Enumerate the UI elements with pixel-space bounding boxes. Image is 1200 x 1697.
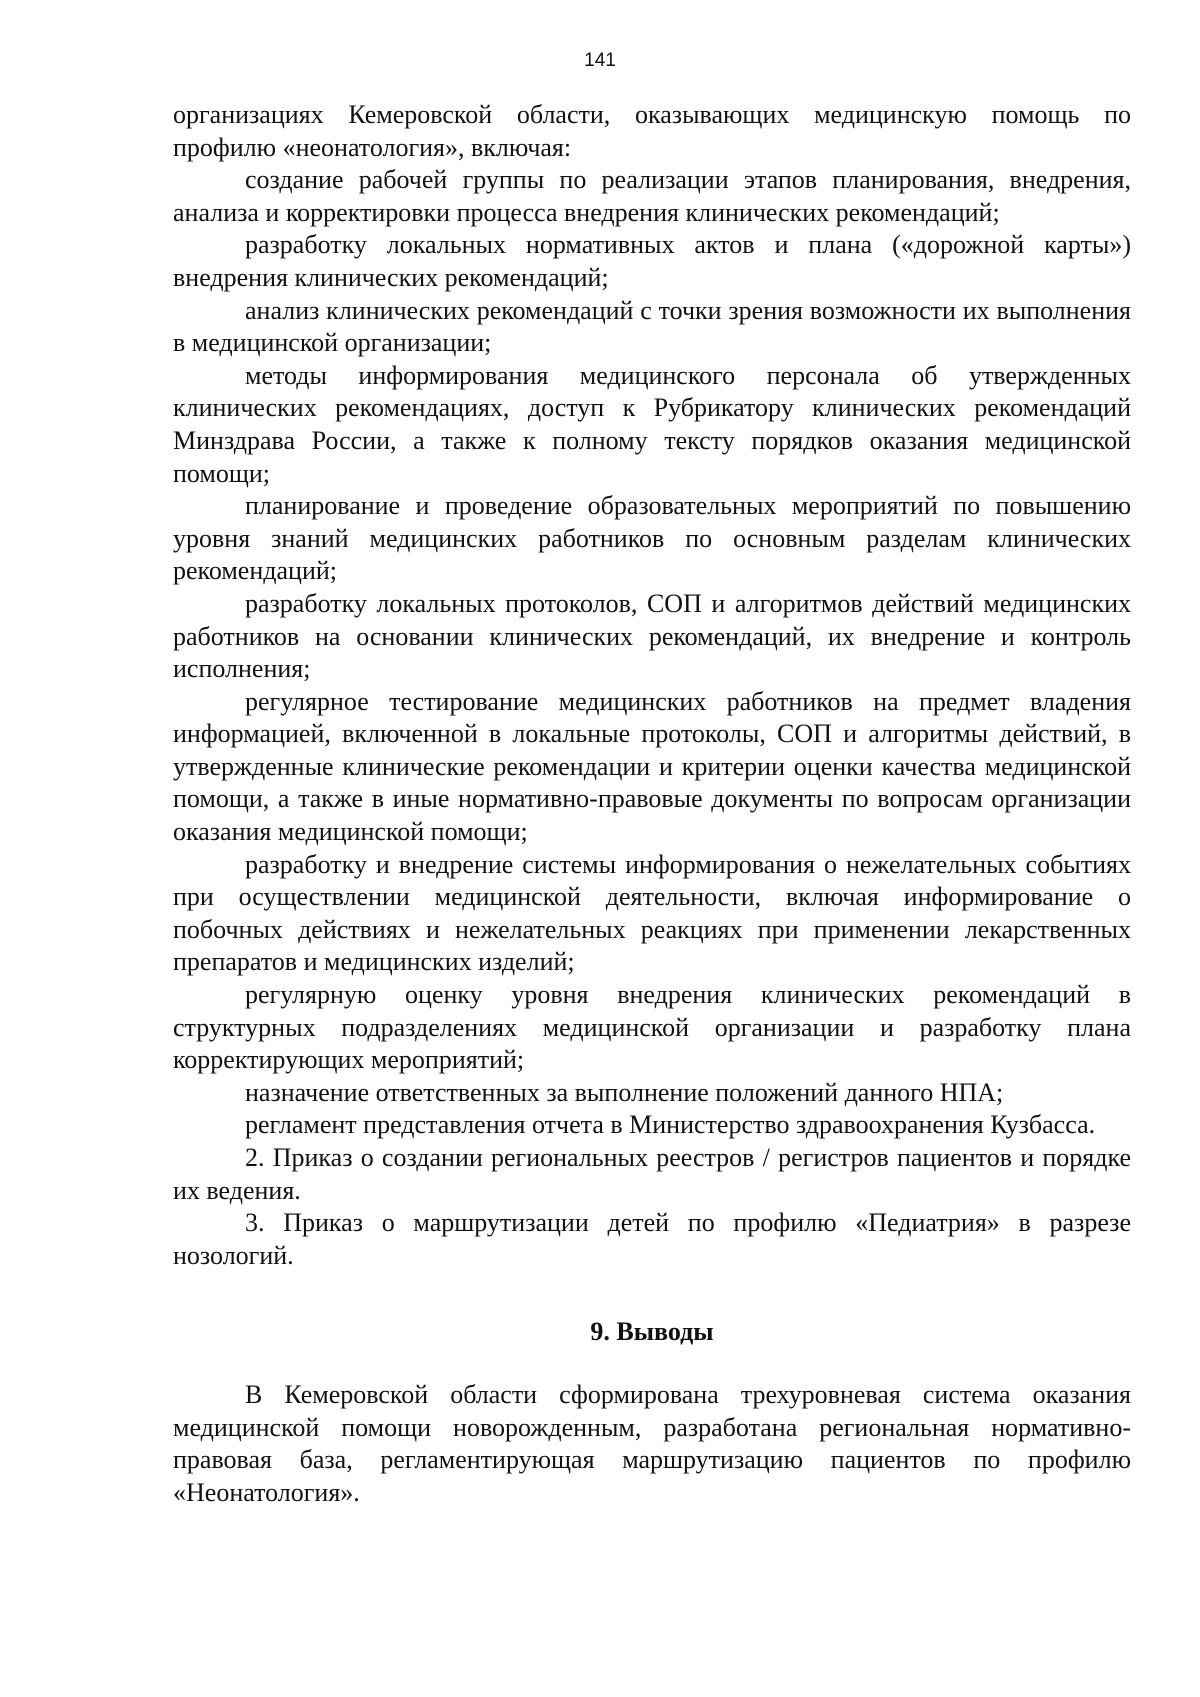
list-item: разработку и внедрение системы информирования о нежелательных событиях при осуществлении медицинской деятельности, включая информирование о побочных действиях и нежелательных реакциях при применении лекарственных препаратов и медицинских изделий; [173, 849, 1131, 977]
page-number: 141 [584, 50, 616, 71]
list-item: разработку локальных протоколов, СОП и алгоритмов действий медицинских работников на основании клинических рекомендаций, их внедрение и контроль исполнения; [173, 588, 1131, 684]
list-item: назначение ответственных за выполнение положений данного НПА; [245, 1077, 1004, 1107]
list-item: анализ клинических рекомендаций с точки зрения возможности их выполнения в медицинской организации; [173, 295, 1131, 358]
list-item: регулярное тестирование медицинских работников на предмет владения информацией, включенной в локальные протоколы, СОП и алгоритмы действий, в утвержденные клинические рекомендации и критерии оценки качества медицинской помощи, а также в иные нормативно-правовые документы по вопросам организации оказания медицинской помощи; [173, 686, 1131, 847]
document-body [173, 99, 1131, 1509]
list-item: создание рабочей группы по реализации этапов планирования, внедрения, анализа и корректировки процесса внедрения клинических рекомендаций; [173, 165, 1131, 227]
list-item: планирование и проведение образовательных мероприятий по повышению уровня знаний медицинских работников по основным разделам клинических рекомендаций; [173, 491, 1131, 586]
intro-paragraph: организациях Кемеровской области, оказывающих медицинскую помощь по профилю «неонатология», включая: [173, 100, 1131, 162]
numbered-item: 2. Приказ о создании региональных реестров / регистров пациентов и порядке их ведения. [173, 1143, 1131, 1205]
list-item: разработку локальных нормативных актов и плана («дорожной карты») внедрения клинических рекомендаций; [173, 230, 1131, 292]
section-title: 9. Выводы [590, 1317, 714, 1347]
list-item: методы информирования медицинского персонала об утвержденных клинических рекомендациях, доступ к Рубрикатору клинических рекомендаций Минздрава России, а также к полному тексту порядков оказания медицинской помощи; [173, 360, 1131, 488]
conclusion-paragraph: В Кемеровской области сформирована трехуровневая система оказания медицинской помощи новорожденным, разработана региональная нормативно-правовая база, регламентирующая маршрутизацию пациентов по профилю «Неонатология». [173, 1379, 1131, 1507]
list-item: регулярную оценку уровня внедрения клинических рекомендаций в структурных подразделениях медицинской организации и разработку плана корректирующих мероприятий; [173, 980, 1131, 1075]
list-item: регламент представления отчета в Министерство здравоохранения Кузбасса. [245, 1110, 1096, 1140]
numbered-item: 3. Приказ о маршрутизации детей по профилю «Педиатрия» в разрезе нозологий. [173, 1208, 1131, 1270]
